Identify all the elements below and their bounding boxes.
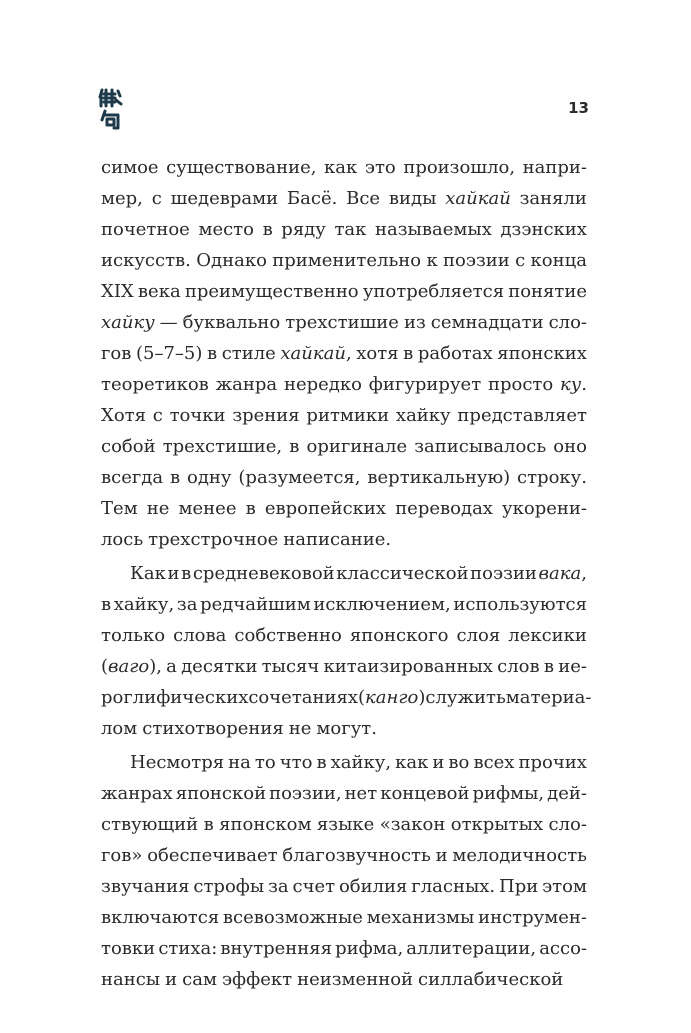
- word: рифма,: [335, 938, 404, 959]
- word: в: [101, 594, 112, 615]
- word: используются: [453, 594, 587, 615]
- word: стихотворения: [142, 718, 284, 739]
- text-line: [101, 809, 587, 840]
- word: всегда: [101, 467, 164, 488]
- word: почетное: [101, 219, 190, 240]
- word: хайку,: [113, 594, 175, 615]
- word: в: [543, 656, 554, 677]
- word: вертикальную): [367, 467, 511, 488]
- word: XIX: [101, 281, 134, 302]
- word: в: [181, 563, 192, 584]
- word: симое: [101, 157, 159, 178]
- page-number: 13: [568, 99, 589, 117]
- text-line: [101, 682, 592, 713]
- word: одну: [187, 467, 232, 488]
- text-line: [101, 713, 587, 744]
- word: и: [167, 563, 180, 584]
- word: включаются: [101, 907, 220, 928]
- word: в: [170, 467, 181, 488]
- word: дзэнских: [500, 219, 587, 240]
- word: в: [289, 436, 300, 457]
- word: лось: [101, 529, 144, 550]
- word: произошло,: [403, 157, 516, 178]
- word: внутренняя: [220, 938, 332, 959]
- word: концевой: [380, 783, 470, 804]
- word: слов: [497, 656, 540, 677]
- word: конца: [530, 250, 587, 271]
- word: с: [515, 250, 526, 271]
- text-line: [101, 964, 587, 995]
- word: написание.: [283, 529, 392, 550]
- word: (разумеется,: [238, 467, 361, 488]
- word: открытых: [450, 814, 544, 835]
- word: в: [203, 814, 214, 835]
- word: в: [316, 752, 327, 773]
- word: на: [228, 752, 251, 773]
- word: эффект: [221, 969, 293, 990]
- word: преимущественно: [184, 281, 359, 302]
- word: счет: [292, 876, 336, 897]
- word: за: [268, 876, 289, 897]
- word: ствующий: [101, 814, 199, 835]
- text-line: [101, 276, 587, 307]
- word: теоретиков: [101, 374, 209, 395]
- word: строку.: [517, 467, 587, 488]
- word: нансы: [101, 969, 161, 990]
- word: в: [245, 498, 256, 519]
- word: жанра: [215, 374, 278, 395]
- word: записывалось: [414, 436, 547, 457]
- word: японском: [219, 814, 312, 835]
- word: виды: [388, 188, 437, 209]
- word: это: [364, 157, 396, 178]
- word: сло-: [548, 814, 587, 835]
- word: и: [165, 969, 178, 990]
- word: не: [146, 498, 170, 519]
- word: прочих: [518, 752, 587, 773]
- word: хайкай,: [280, 343, 352, 364]
- word: поэзии,: [269, 783, 342, 804]
- paragraph: [101, 747, 587, 995]
- body-text: [101, 152, 592, 995]
- word: рифмы,: [472, 783, 545, 804]
- text-line: [101, 493, 587, 524]
- word: заняли: [519, 188, 587, 209]
- word: то: [254, 752, 276, 773]
- text-line: [101, 747, 587, 778]
- word: этом: [542, 876, 587, 897]
- word: переводах: [395, 498, 493, 519]
- word: китаизированных: [323, 656, 493, 677]
- word: и: [435, 845, 448, 866]
- text-line: [101, 183, 587, 214]
- haiku-kanji-emblem-icon: [98, 88, 124, 132]
- word: в: [262, 219, 273, 240]
- text-line: [101, 338, 587, 369]
- word: японских: [497, 343, 587, 364]
- word: понятие: [508, 281, 587, 302]
- word: Однако: [196, 250, 267, 271]
- text-line: [101, 620, 587, 651]
- word: могут.: [316, 718, 377, 739]
- text-line: [101, 462, 587, 493]
- word: «закон: [379, 814, 446, 835]
- word: собственно: [234, 625, 342, 646]
- word: семнадцати: [430, 312, 544, 333]
- paragraph: [101, 558, 592, 744]
- word: мелодичность: [452, 845, 587, 866]
- word: всех: [473, 752, 515, 773]
- word: во: [448, 752, 470, 773]
- word: трехстишие: [285, 312, 399, 333]
- word: сам: [182, 969, 217, 990]
- word: с: [151, 188, 162, 209]
- text-line: [101, 933, 587, 964]
- text-line: [101, 871, 587, 902]
- word: оно: [553, 436, 587, 457]
- word: классической: [336, 563, 469, 584]
- word: всевозможные: [222, 907, 363, 928]
- word: сло-: [548, 312, 587, 333]
- word: фигурирует: [368, 374, 482, 395]
- word: гласных.: [411, 876, 496, 897]
- word: с: [152, 405, 163, 426]
- word: тысяч: [261, 656, 320, 677]
- word: служить: [425, 687, 506, 708]
- word: напри-: [522, 157, 587, 178]
- word: называемых: [375, 219, 492, 240]
- word: ряду: [281, 219, 326, 240]
- word: При: [499, 876, 539, 897]
- word: силлабической: [418, 969, 564, 990]
- word: сочетаниях: [248, 687, 359, 708]
- word: средневековой: [192, 563, 335, 584]
- text-line: [101, 840, 587, 871]
- paragraph: [101, 152, 587, 555]
- word: (канго): [358, 687, 426, 708]
- word: звучания: [101, 876, 190, 897]
- word: нет: [344, 783, 378, 804]
- word: инструмен-: [478, 907, 587, 928]
- word: европейских: [264, 498, 387, 519]
- word: хотя: [356, 343, 399, 364]
- word: трехстрочное: [148, 529, 279, 550]
- word: роглифических: [101, 687, 249, 708]
- word: лом: [101, 718, 138, 739]
- word: ку.: [560, 374, 587, 395]
- word: ассо-: [539, 938, 587, 959]
- word: поэзии: [443, 250, 510, 271]
- word: употребляется: [362, 281, 505, 302]
- word: поэзии: [470, 563, 537, 584]
- word: ие-: [558, 656, 587, 677]
- word: как: [324, 157, 358, 178]
- word: гов»: [101, 845, 143, 866]
- text-line: [101, 524, 587, 555]
- word: нередко: [283, 374, 362, 395]
- word: Как: [130, 563, 166, 584]
- word: мер,: [101, 188, 143, 209]
- word: стиха:: [158, 938, 218, 959]
- text-line: [101, 152, 587, 183]
- text-line: [101, 214, 587, 245]
- word: японского: [349, 625, 449, 646]
- word: место: [198, 219, 254, 240]
- word: существование,: [166, 157, 317, 178]
- word: собой: [101, 436, 156, 457]
- word: Басё.: [286, 188, 338, 209]
- word: слоя: [456, 625, 501, 646]
- text-line: [101, 245, 587, 276]
- word: зрения: [232, 405, 300, 426]
- word: ритмики: [306, 405, 390, 426]
- word: Хотя: [101, 405, 146, 426]
- word: благозвучность: [282, 845, 431, 866]
- word: искусств.: [101, 250, 191, 271]
- word: (5–7–5): [135, 343, 203, 364]
- word: применительно: [272, 250, 422, 271]
- word: Тем: [101, 498, 138, 519]
- word: (ваго),: [101, 656, 162, 677]
- text-line: [101, 589, 587, 620]
- word: материа-: [505, 687, 592, 708]
- word: что: [279, 752, 313, 773]
- word: оригинале: [306, 436, 408, 457]
- word: точки: [169, 405, 226, 426]
- word: так: [334, 219, 367, 240]
- word: и: [432, 752, 445, 773]
- word: языке: [316, 814, 375, 835]
- word: японской: [175, 783, 267, 804]
- word: только: [101, 625, 166, 646]
- text-line: [101, 307, 587, 338]
- text-line: [101, 400, 587, 431]
- text-line: [101, 902, 587, 933]
- word: хайку,: [330, 752, 392, 773]
- word: не: [288, 718, 312, 739]
- word: века: [137, 281, 181, 302]
- word: хайку: [101, 312, 155, 333]
- word: а: [166, 656, 177, 677]
- word: обилия: [338, 876, 408, 897]
- word: стиле: [221, 343, 276, 364]
- word: исключением,: [313, 594, 451, 615]
- word: как: [395, 752, 429, 773]
- word: гов: [101, 343, 132, 364]
- word: жанрах: [101, 783, 173, 804]
- word: работах: [417, 343, 493, 364]
- word: вака,: [538, 563, 587, 584]
- word: товки: [101, 938, 156, 959]
- word: в: [403, 343, 414, 364]
- word: дей-: [547, 783, 587, 804]
- word: аллитерации,: [406, 938, 537, 959]
- word: укорени-: [502, 498, 587, 519]
- word: слова: [173, 625, 227, 646]
- text-line: [101, 558, 587, 589]
- word: за: [176, 594, 198, 615]
- word: Несмотря: [130, 752, 225, 773]
- word: трехстишие,: [162, 436, 283, 457]
- word: менее: [178, 498, 237, 519]
- word: из: [403, 312, 426, 333]
- text-line: [101, 431, 587, 462]
- word: механизмы: [366, 907, 475, 928]
- text-line: [101, 651, 587, 682]
- word: десятки: [181, 656, 258, 677]
- word: лексики: [508, 625, 587, 646]
- word: буквально: [182, 312, 281, 333]
- word: просто: [487, 374, 554, 395]
- word: к: [426, 250, 438, 271]
- word: неизменной: [297, 969, 414, 990]
- word: редчайшим: [200, 594, 311, 615]
- word: —: [159, 312, 178, 333]
- text-line: [101, 778, 587, 809]
- word: в: [206, 343, 218, 364]
- word: хайкай: [445, 188, 511, 209]
- text-line: [101, 369, 587, 400]
- word: строфы: [193, 876, 265, 897]
- word: шедеврами: [170, 188, 279, 209]
- word: представляет: [457, 405, 587, 426]
- word: Все: [346, 188, 381, 209]
- word: хайку: [395, 405, 451, 426]
- word: обеспечивает: [147, 845, 278, 866]
